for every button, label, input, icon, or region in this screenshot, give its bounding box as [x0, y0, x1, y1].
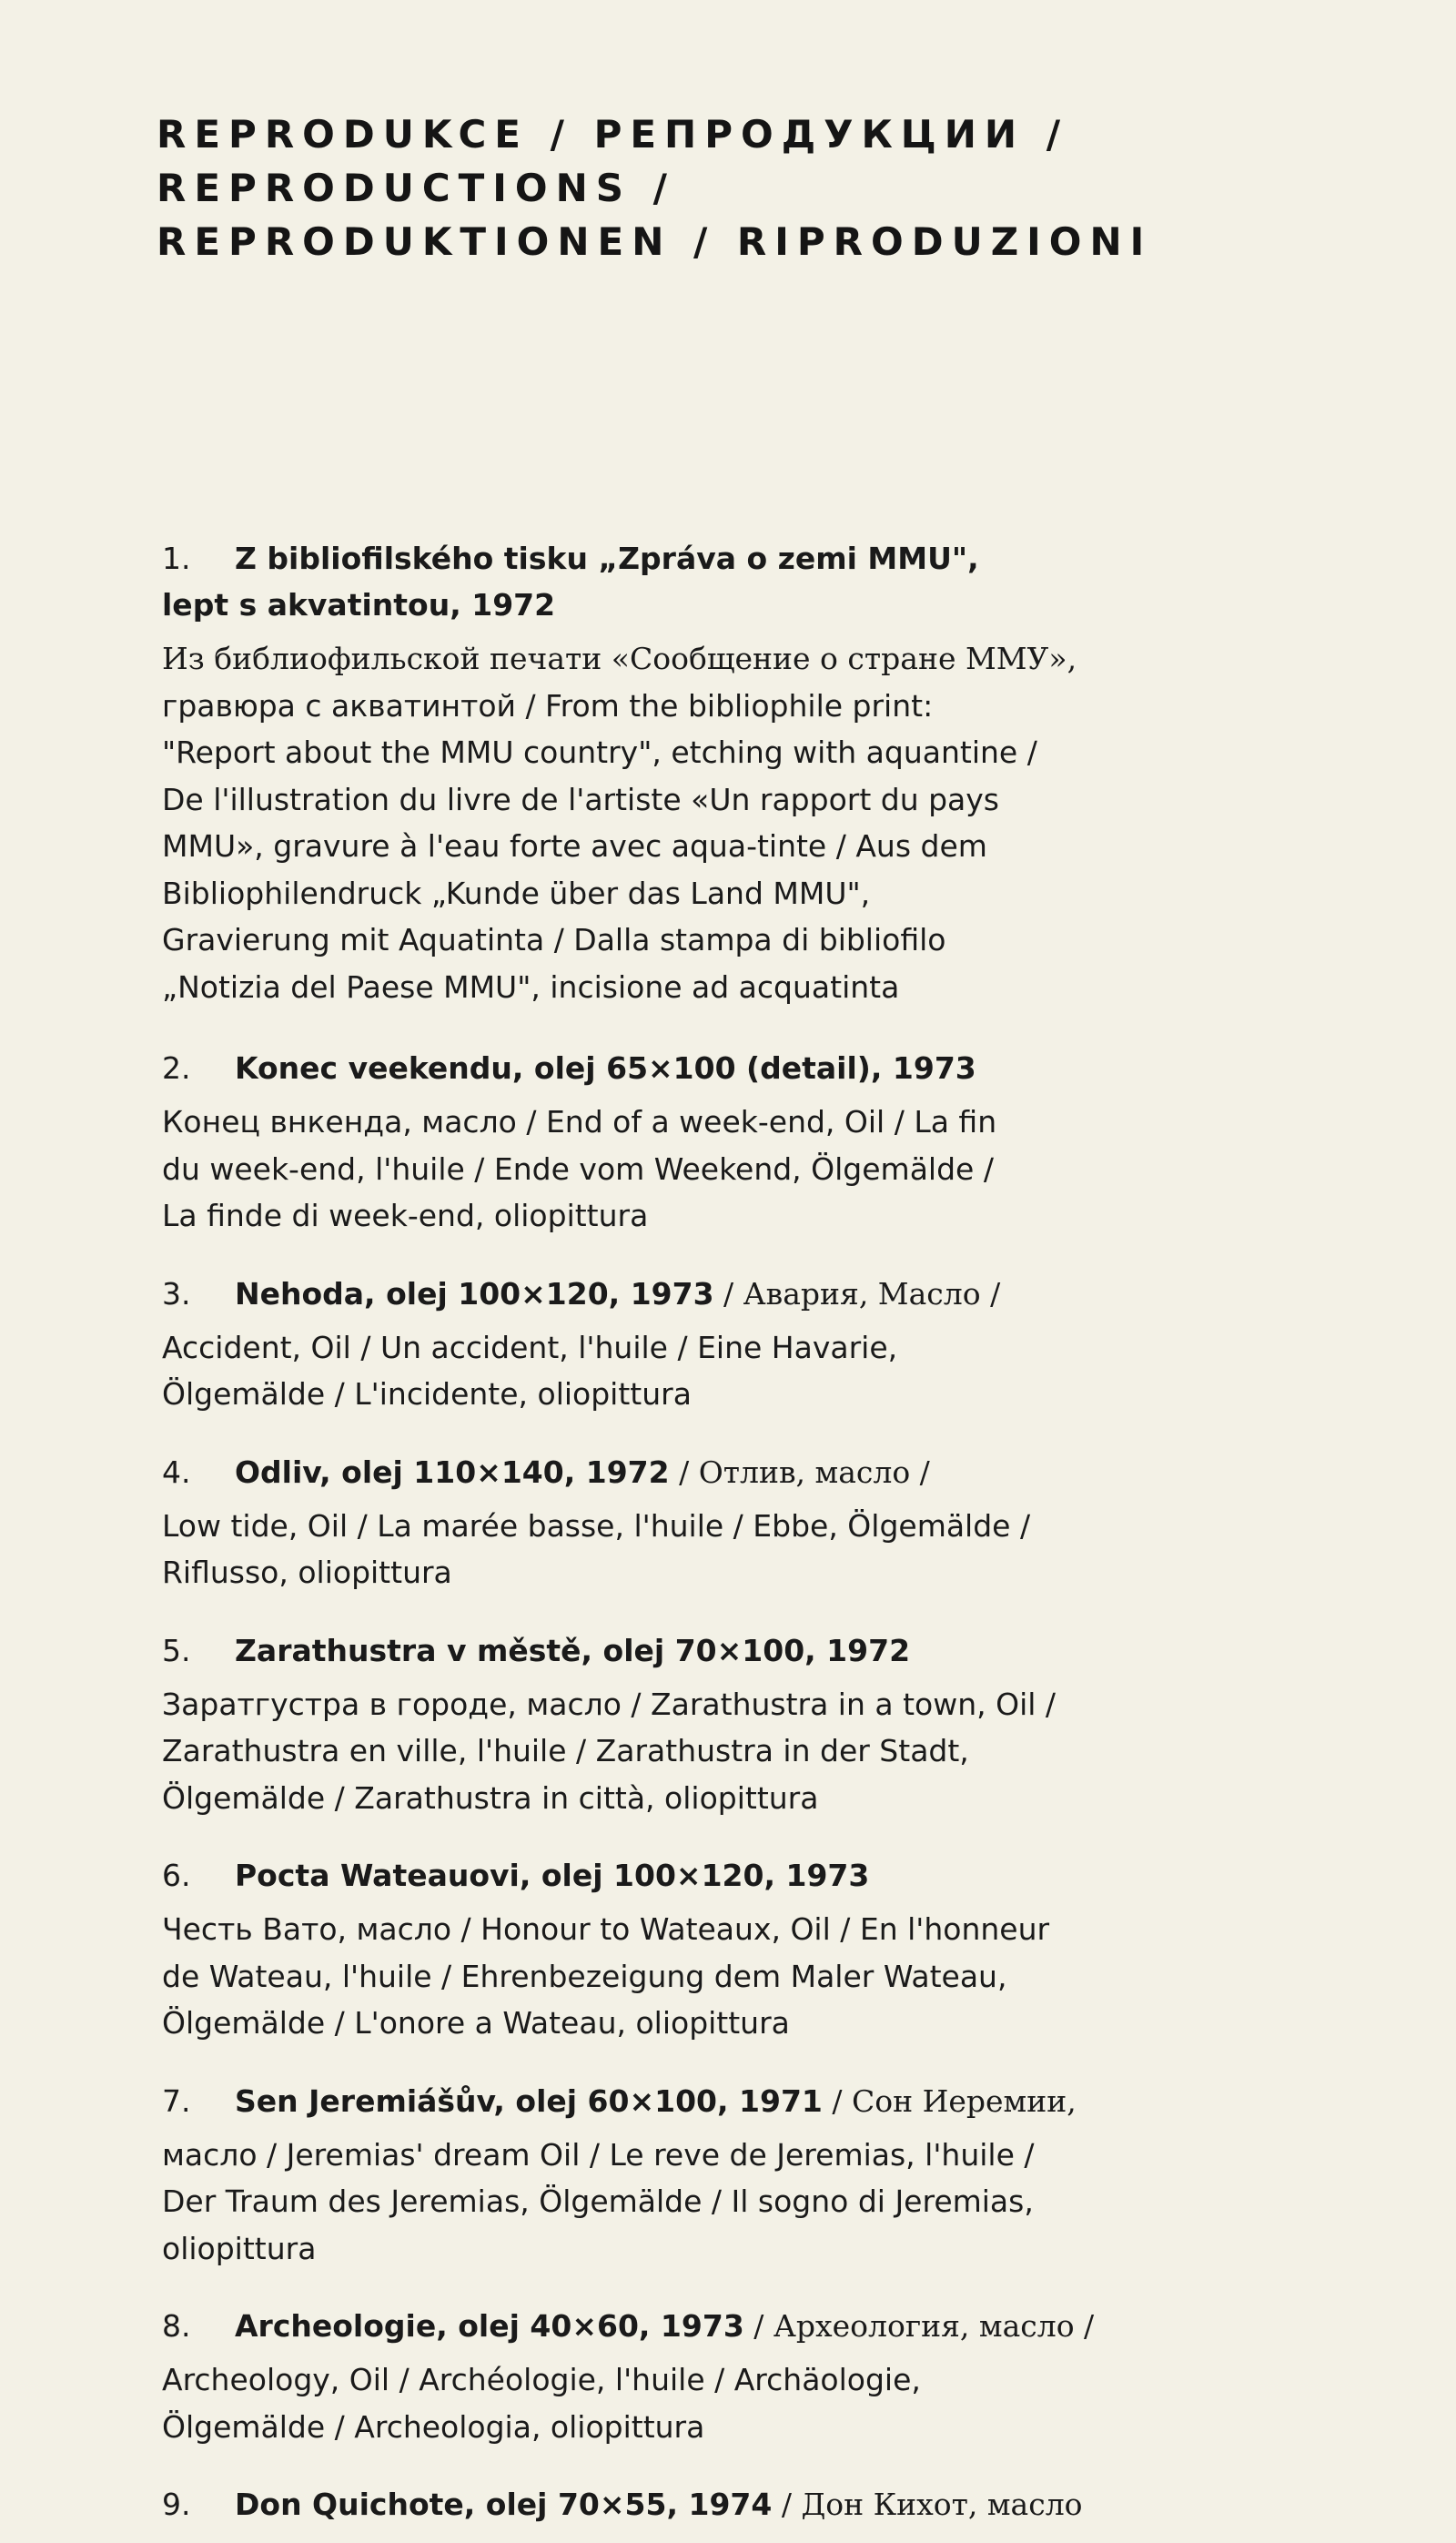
list-item	[162, 1045, 1299, 1240]
item-translations	[162, 1503, 1299, 1596]
translation-line: de Wateau, l'huile / Ehrenbezeigung dem Maler Wateau,	[162, 1958, 1007, 1994]
item-title: Don Quichote, olej 70×55, 1974	[235, 2487, 773, 2522]
item-title: Z bibliofilského tisku „Zpráva o zemi MMU",	[235, 541, 979, 576]
translation-line: Из библиофильской печати «Сообщение о стране ММУ»,	[162, 641, 1077, 676]
translation-line: гравюра с акватинтой / From the bibliophile print:	[162, 687, 934, 724]
translation-line: De l'illustration du livre de l'artiste «Un rapport du pays	[162, 781, 1000, 817]
list-item	[162, 2078, 1299, 2273]
translation-line: Заратгустра в городе, масло / Zarathustra in a town, Oil /	[162, 1686, 1057, 1722]
item-title-russian: / Дон Кихот, масло	[772, 2487, 1083, 2522]
translation-line: Accident, Oil / Un accident, l'huile / Eine Havarie,	[162, 1329, 898, 1365]
section-heading	[157, 107, 1340, 268]
translation-line: Ölgemälde / Zarathustra in città, oliopittura	[162, 1779, 819, 1816]
item-number: 5.	[162, 1632, 191, 1668]
item-title: Odliv, olej 110×140, 1972	[235, 1454, 670, 1490]
translation-line: Ölgemälde / Archeologia, oliopittura	[162, 2408, 705, 2445]
list-item	[162, 535, 1299, 1010]
translation-line: Riflusso, oliopittura	[162, 1555, 452, 1590]
item-number: 7.	[162, 2082, 191, 2119]
translation-line: Zarathustra en ville, l'huile / Zarathustra in der Stadt,	[162, 1733, 969, 1768]
item-translations	[162, 2356, 1299, 2450]
reproductions-list	[162, 535, 1299, 2528]
item-translations	[162, 1099, 1299, 1240]
list-item	[162, 1271, 1299, 1418]
list-item	[162, 1449, 1299, 1596]
translation-line: oliopittura	[162, 2230, 317, 2266]
item-translations	[162, 1324, 1299, 1418]
list-item	[162, 2303, 1299, 2450]
translation-line: Честь Вато, масло / Honour to Wateaux, Oil / En l'honneur	[162, 1911, 1050, 1947]
translation-line: Gravierung mit Aquatinta / Dalla stampa di bibliofilo	[162, 922, 946, 957]
list-item	[162, 1852, 1299, 2047]
translation-line: Der Traum des Jeremias, Ölgemälde / Il sogno di Jeremias,	[162, 2183, 1034, 2219]
item-translations	[162, 1681, 1299, 1822]
item-number: 8.	[162, 2308, 191, 2344]
item-title: Zarathustra v městě, olej 70×100, 1972	[235, 1632, 911, 1668]
item-number: 6.	[162, 1858, 191, 1893]
item-title-russian: / Отлив, масло /	[669, 1454, 930, 1490]
item-title: Archeologie, olej 40×60, 1973	[235, 2308, 744, 2344]
item-title-russian: / Сон Иеремии,	[822, 2082, 1077, 2119]
translation-line: Ölgemälde / L'incidente, oliopittura	[162, 1376, 692, 1412]
item-title-continued: lept s akvatintou, 1972	[162, 587, 556, 623]
item-title: Nehoda, olej 100×120, 1973	[235, 1275, 714, 1312]
item-title: Pocta Wateauovi, olej 100×120, 1973	[235, 1858, 870, 1893]
translation-line: Archeology, Oil / Archéologie, l'huile / Archäologie,	[162, 2362, 921, 2397]
translation-line: масло / Jeremias' dream Oil / Le reve de Jeremias, l'huile /	[162, 2136, 1035, 2173]
translation-line: La finde di week-end, oliopittura	[162, 1198, 649, 1233]
item-number: 3.	[162, 1275, 191, 1312]
translation-line: Конец внкенда, масло / End of a week-end, Oil / La fin	[162, 1104, 997, 1140]
translation-line: "Report about the MMU country", etching with aquantine /	[162, 735, 1037, 770]
heading-line: REPRODUCTIONS /	[157, 166, 675, 210]
item-title-russian: / Археология, масло /	[743, 2308, 1095, 2344]
translation-line: Low tide, Oil / La marée basse, l'huile / Ebbe, Ölgemälde /	[162, 1507, 1031, 1544]
item-number: 4.	[162, 1454, 191, 1490]
heading-line: REPRODUKCE / РЕПРОДУКЦИИ /	[157, 112, 1069, 157]
translation-line: „Notizia del Paese MMU", incisione ad acquatinta	[162, 968, 900, 1005]
item-title-russian: / Авария, Масло /	[713, 1275, 1001, 1312]
translation-line: MMU», gravure à l'eau forte avec aqua-tinte / Aus dem	[162, 828, 987, 864]
item-translations	[162, 2132, 1299, 2273]
translation-line: Bibliophilendruck „Kunde über das Land MMU",	[162, 875, 871, 911]
item-translations	[162, 635, 1299, 1010]
item-number: 2.	[162, 1050, 191, 1086]
item-title: Konec veekendu, olej 65×100 (detail), 1973	[235, 1050, 976, 1086]
item-number: 9.	[162, 2487, 191, 2522]
heading-line: REPRODUKTIONEN / RIPRODUZIONI	[157, 219, 1153, 264]
translation-line: du week-end, l'huile / Ende vom Weekend, Ölgemälde /	[162, 1150, 994, 1187]
item-title: Sen Jeremiášův, olej 60×100, 1971	[235, 2082, 823, 2119]
list-item	[162, 1627, 1299, 1822]
list-item	[162, 2481, 1299, 2528]
item-number: 1.	[162, 541, 191, 576]
item-translations	[162, 1906, 1299, 2047]
translation-line: Ölgemälde / L'onore a Wateau, oliopittura	[162, 2005, 790, 2041]
